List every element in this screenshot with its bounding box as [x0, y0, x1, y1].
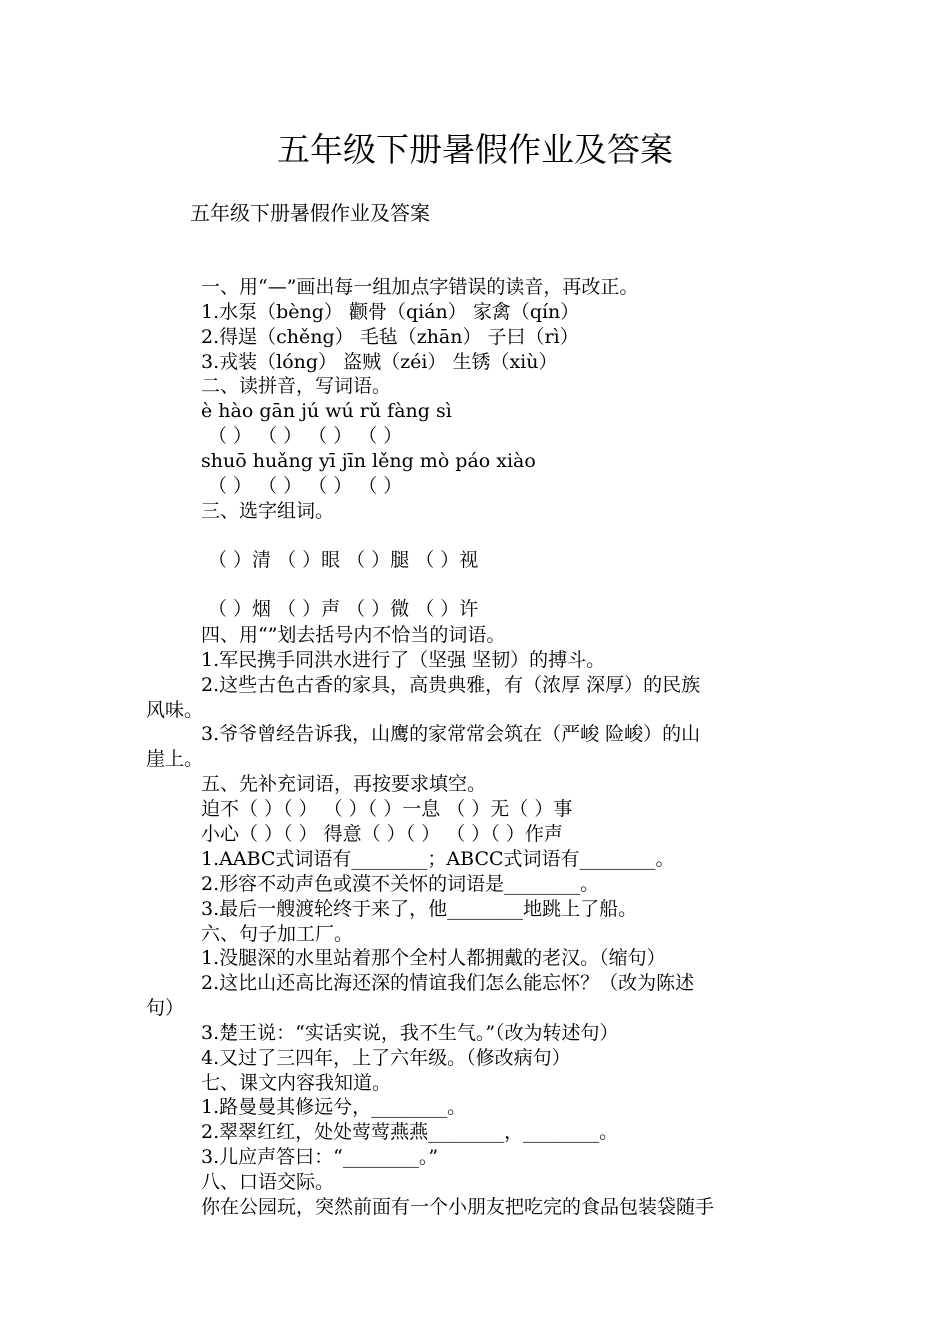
pinyin-row-2: shuō huǎng yī jīn lěng mò páo xiào — [201, 450, 536, 472]
section-5-item-2: 2.形容不动声色或漠不关怀的词语是________。 — [201, 873, 600, 895]
idiom-row-1: 迫不（ ）（ ） （ ）（ ）一息 （ ）无（ ）事 — [201, 798, 573, 820]
section-8-heading: 八、口语交际。 — [201, 1171, 335, 1193]
idiom-row-2: 小心（ ）（ ） 得意（ ）（ ） （ ）（ ）作声 — [201, 823, 563, 845]
section-6-item-1: 1.没腿深的水里站着那个全村人都拥戴的老汉。（缩句） — [201, 947, 666, 969]
section-3-heading: 三、选字组词。 — [201, 500, 335, 522]
section-4-item-2: 2.这些古色古香的家具，高贵典雅，有（浓厚 深厚）的民族 — [201, 674, 701, 696]
section-1-item-1: 1.水泵（bèng） 颧骨（qián） 家禽（qín） — [201, 301, 580, 323]
section-1-item-3: 3.戎装（lóng） 盗贼（zéi） 生锈（xiù） — [201, 351, 558, 373]
section-7-heading: 七、课文内容我知道。 — [201, 1072, 392, 1094]
document-title: 五年级下册暑假作业及答案 — [277, 130, 673, 169]
pinyin-row-1: è hào gān jú wú rǔ fàng sì — [201, 400, 452, 422]
section-4-item-1: 1.军民携手同洪水进行了（坚强 坚韧）的搏斗。 — [201, 649, 606, 671]
section-6-heading: 六、句子加工厂。 — [201, 923, 354, 945]
section-4-item-2-cont: 风味。 — [146, 699, 204, 721]
word-choice-row-1: （ ）清 （ ）眼 （ ）腿 （ ）视 — [208, 549, 479, 571]
section-5-heading: 五、先补充词语，再按要求填空。 — [201, 773, 487, 795]
section-7-item-2: 2.翠翠红红，处处莺莺燕燕________，________。 — [201, 1121, 619, 1143]
section-4-heading: 四、用“”划去括号内不恰当的词语。 — [201, 624, 506, 646]
section-4-item-3-cont: 崖上。 — [146, 748, 204, 770]
document-subtitle: 五年级下册暑假作业及答案 — [190, 201, 430, 225]
word-choice-row-2: （ ）烟 （ ）声 （ ）微 （ ）许 — [208, 598, 479, 620]
section-5-item-3: 3.最后一艘渡轮终于来了，他________地跳上了船。 — [201, 898, 638, 920]
section-4-item-3: 3.爷爷曾经告诉我，山鹰的家常常会筑在（严峻 险峻）的山 — [201, 723, 701, 745]
section-6-item-2-cont: 句） — [146, 997, 185, 1019]
section-2-heading: 二、读拼音，写词语。 — [201, 375, 392, 397]
section-6-item-4: 4.又过了三四年，上了六年级。（修改病句） — [201, 1047, 571, 1069]
section-6-item-2: 2.这比山还高比海还深的情谊我们怎么能忘怀？（改为陈述 — [201, 972, 695, 994]
answer-blanks-row-2: （ ） （ ） （ ） （ ） — [208, 475, 403, 497]
answer-blanks-row-1: （ ） （ ） （ ） （ ） — [208, 425, 403, 447]
section-7-item-3: 3.儿应声答曰：“________。” — [201, 1146, 439, 1168]
section-6-item-3: 3.楚王说：“实话实说，我不生气。”（改为转述句） — [201, 1022, 619, 1044]
section-1-heading: 一、用“—”画出每一组加点字错误的读音，再改正。 — [201, 276, 639, 298]
section-5-item-1: 1.AABC式词语有________；ABCC式词语有________。 — [201, 848, 675, 870]
section-8-prompt: 你在公园玩，突然前面有一个小朋友把吃完的食品包装袋随手 — [201, 1196, 715, 1218]
section-1-item-2: 2.得逞（chěng） 毛毡（zhān） 子曰（rì） — [201, 326, 579, 348]
section-7-item-1: 1.路曼曼其修远兮，________。 — [201, 1096, 467, 1118]
